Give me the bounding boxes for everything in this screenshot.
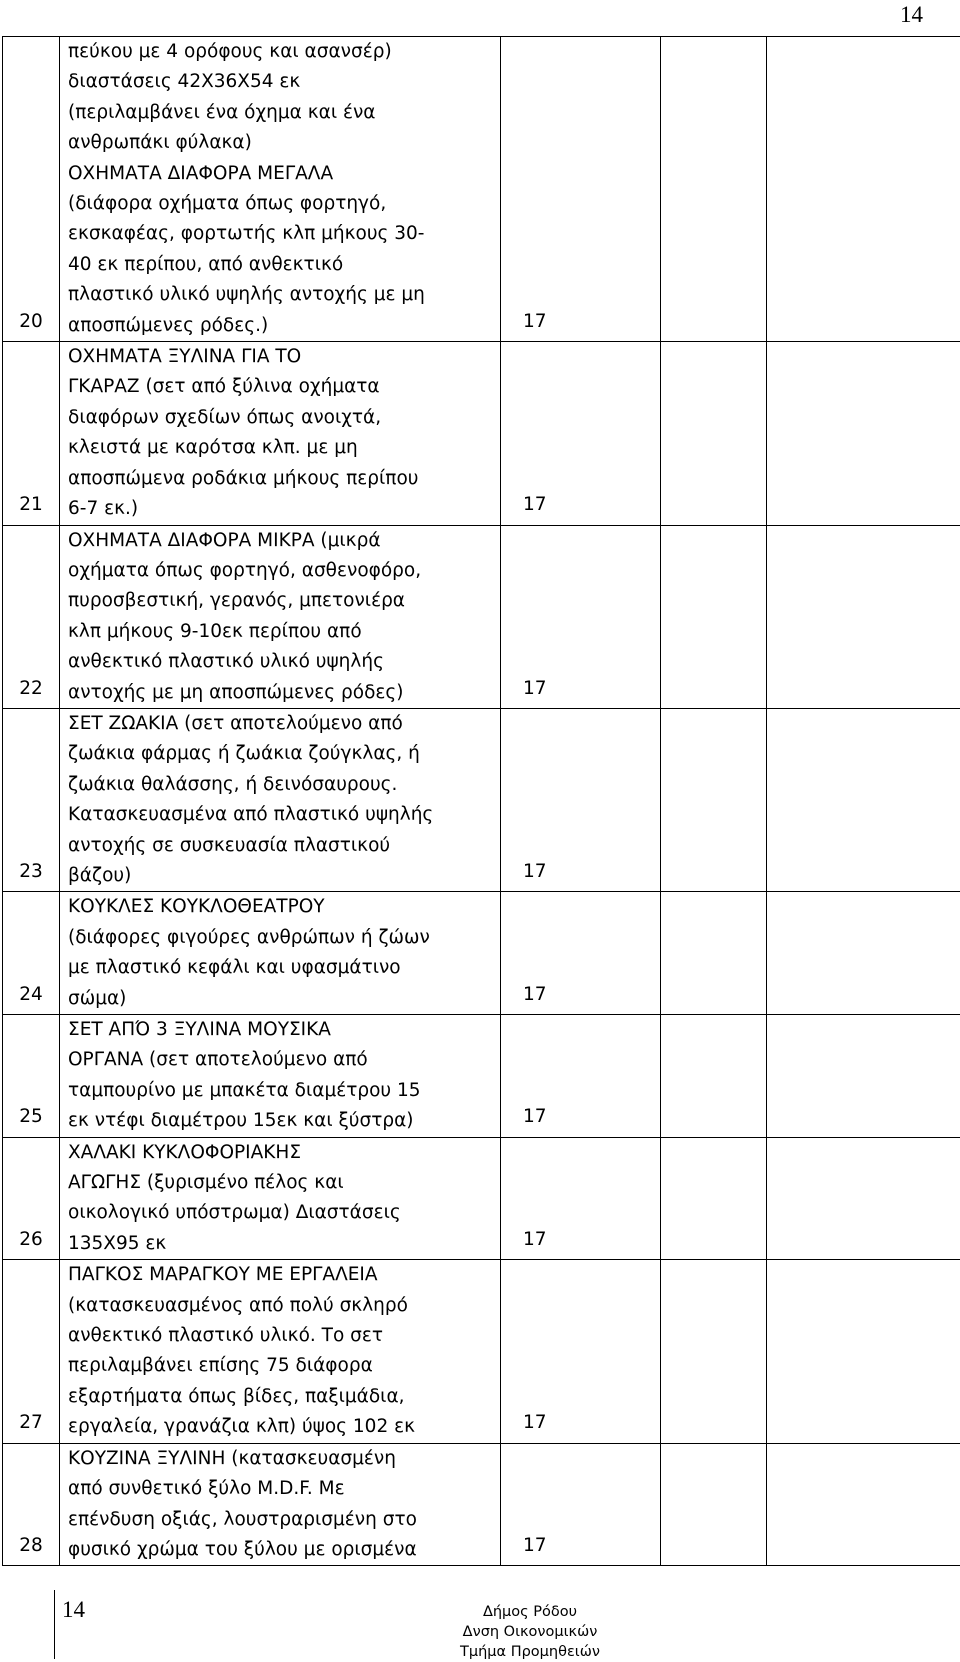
table-row — [3, 37, 960, 342]
description-line: κλειστά με καρότσα κλπ. με μη — [68, 433, 496, 463]
description-line: ΟΧΗΜΑΤΑ ΔΙΑΦΟΡΑ ΜΙΚΡΑ (μικρά — [68, 526, 496, 556]
description-line: εκ ντέφι διαμέτρου 15εκ και ξύστρα) — [68, 1106, 496, 1136]
description-line: αντοχής με μη αποσπώμενες ρόδες) — [68, 678, 496, 708]
empty-cell — [661, 37, 767, 342]
empty-cell — [661, 892, 767, 1015]
item-quantity: 17 — [501, 1443, 661, 1566]
empty-cell — [767, 1260, 960, 1443]
description-line: ΟΡΓΑΝΑ (σετ αποτελούμενο από — [68, 1045, 496, 1075]
empty-cell — [661, 525, 767, 708]
footer-org-line: Δνση Οικονομικών — [455, 1622, 605, 1642]
description-line: αποσπώμενες ρόδες.) — [68, 311, 496, 341]
description-line: οικολογικό υπόστρωμα) Διαστάσεις — [68, 1198, 496, 1228]
item-number: 21 — [3, 342, 60, 525]
description-line: διαφόρων σχεδίων όπως ανοιχτά, — [68, 403, 496, 433]
item-quantity: 17 — [501, 708, 661, 891]
description-line: ζωάκια θαλάσσης, ή δεινόσαυρους. — [68, 770, 496, 800]
description-line: 135Χ95 εκ — [68, 1229, 496, 1259]
item-quantity: 17 — [501, 892, 661, 1015]
description-line: ανθεκτικό πλαστικό υλικό υψηλής — [68, 647, 496, 677]
item-number: 23 — [3, 708, 60, 891]
item-quantity: 17 — [501, 1260, 661, 1443]
item-description — [60, 37, 501, 342]
item-description — [60, 892, 501, 1015]
item-description — [60, 1443, 501, 1566]
table-row — [3, 708, 960, 891]
description-line: (κατασκευασμένος από πολύ σκληρό — [68, 1291, 496, 1321]
empty-cell — [661, 1137, 767, 1260]
empty-cell — [767, 342, 960, 525]
description-line: ανθεκτικό πλαστικό υλικό. Το σετ — [68, 1321, 496, 1351]
item-number: 26 — [3, 1137, 60, 1260]
empty-cell — [767, 1443, 960, 1566]
description-line: περιλαμβάνει επίσης 75 διάφορα — [68, 1351, 496, 1381]
empty-cell — [767, 1137, 960, 1260]
page-number-top: 14 — [900, 2, 923, 28]
empty-cell — [661, 1443, 767, 1566]
description-line: ΓΚΑΡΑΖ (σετ από ξύλινα οχήματα — [68, 372, 496, 402]
table-row — [3, 1015, 960, 1138]
description-line: Κατασκευασμένα από πλαστικό υψηλής — [68, 800, 496, 830]
empty-cell — [661, 1015, 767, 1138]
item-quantity: 17 — [501, 525, 661, 708]
description-line: ΑΓΩΓΗΣ (ξυρισμένο πέλος και — [68, 1168, 496, 1198]
description-line: φυσικό χρώμα του ξύλου με ορισμένα — [68, 1535, 496, 1565]
description-line: διαστάσεις 42Χ36Χ54 εκ — [68, 67, 496, 97]
empty-cell — [767, 37, 960, 342]
table-row — [3, 1137, 960, 1260]
description-line: ΟΧΗΜΑΤΑ ΞΥΛΙΝΑ ΓΙΑ ΤΟ — [68, 342, 496, 372]
description-line: αποσπώμενα ροδάκια μήκους περίπου — [68, 464, 496, 494]
description-line: (διάφορες φιγούρες ανθρώπων ή ζώων — [68, 923, 496, 953]
item-quantity: 17 — [501, 1137, 661, 1260]
item-number: 27 — [3, 1260, 60, 1443]
empty-cell — [767, 892, 960, 1015]
description-line: ΚΟΥΖΙΝΑ ΞΥΛΙΝΗ (κατασκευασμένη — [68, 1444, 496, 1474]
description-line: ΣΕΤ ΖΩΑΚΙΑ (σετ αποτελούμενο από — [68, 709, 496, 739]
description-line: ανθρωπάκι φύλακα) — [68, 128, 496, 158]
description-line: αντοχής σε συσκευασία πλαστικού — [68, 831, 496, 861]
description-line: εξαρτήματα όπως βίδες, παξιμάδια, — [68, 1382, 496, 1412]
description-line: σώμα) — [68, 984, 496, 1014]
item-quantity: 17 — [501, 342, 661, 525]
empty-cell — [767, 525, 960, 708]
description-line: από συνθετικό ξύλο M.D.F. Με — [68, 1474, 496, 1504]
empty-cell — [661, 1260, 767, 1443]
item-description — [60, 1260, 501, 1443]
item-quantity: 17 — [501, 37, 661, 342]
item-number: 24 — [3, 892, 60, 1015]
table-row — [3, 1443, 960, 1566]
description-line: ζωάκια φάρμας ή ζωάκια ζούγκλας, ή — [68, 739, 496, 769]
item-number: 22 — [3, 525, 60, 708]
description-line: (περιλαμβάνει ένα όχημα και ένα — [68, 98, 496, 128]
description-line: 6-7 εκ.) — [68, 494, 496, 524]
description-line: ΣΕΤ ΑΠΌ 3 ΞΥΛΙΝΑ ΜΟΥΣΙΚΑ — [68, 1015, 496, 1045]
description-line: κλπ μήκους 9-10εκ περίπου από — [68, 617, 496, 647]
description-line: ΚΟΥΚΛΕΣ ΚΟΥΚΛΟΘΕΑΤΡΟΥ — [68, 892, 496, 922]
table-row — [3, 1260, 960, 1443]
table-row — [3, 525, 960, 708]
description-line: εκσκαφέας, φορτωτής κλπ μήκους 30- — [68, 219, 496, 249]
item-description — [60, 1137, 501, 1260]
description-line: εργαλεία, γρανάζια κλπ) ύψος 102 εκ — [68, 1412, 496, 1442]
description-line: πλαστικό υλικό υψηλής αντοχής με μη — [68, 280, 496, 310]
item-number: 25 — [3, 1015, 60, 1138]
item-description — [60, 525, 501, 708]
description-line: πεύκου με 4 ορόφους και ασανσέρ) — [68, 37, 496, 67]
items-table — [2, 36, 960, 1566]
description-line: βάζου) — [68, 861, 496, 891]
empty-cell — [767, 708, 960, 891]
footer-organization — [455, 1602, 605, 1662]
footer-org-line: Δήμος Ρόδου — [455, 1602, 605, 1622]
footer-org-line: Τμήμα Προμηθειών — [455, 1642, 605, 1662]
item-description — [60, 1015, 501, 1138]
table-row — [3, 342, 960, 525]
description-line: ταμπουρίνο με μπακέτα διαμέτρου 15 — [68, 1076, 496, 1106]
item-number: 20 — [3, 37, 60, 342]
item-description — [60, 342, 501, 525]
item-description — [60, 708, 501, 891]
empty-cell — [661, 708, 767, 891]
empty-cell — [767, 1015, 960, 1138]
footer-divider — [54, 1590, 55, 1659]
description-line: πυροσβεστική, γερανός, μπετονιέρα — [68, 586, 496, 616]
description-line: ΠΑΓΚΟΣ ΜΑΡΑΓΚΟΥ ΜΕ ΕΡΓΑΛΕΙΑ — [68, 1260, 496, 1290]
table-row — [3, 892, 960, 1015]
description-line: ΟΧΗΜΑΤΑ ΔΙΑΦΟΡΑ ΜΕΓΑΛΑ — [68, 159, 496, 189]
empty-cell — [661, 342, 767, 525]
description-line: 40 εκ περίπου, από ανθεκτικό — [68, 250, 496, 280]
description-line: ΧΑΛΑΚΙ ΚΥΚΛΟΦΟΡΙΑΚΗΣ — [68, 1138, 496, 1168]
description-line: με πλαστικό κεφάλι και υφασμάτινο — [68, 953, 496, 983]
description-line: (διάφορα οχήματα όπως φορτηγό, — [68, 189, 496, 219]
footer-page-number: 14 — [62, 1597, 85, 1623]
item-number: 28 — [3, 1443, 60, 1566]
item-quantity: 17 — [501, 1015, 661, 1138]
description-line: επένδυση οξιάς, λουστραρισμένη στο — [68, 1505, 496, 1535]
description-line: οχήματα όπως φορτηγό, ασθενοφόρο, — [68, 556, 496, 586]
